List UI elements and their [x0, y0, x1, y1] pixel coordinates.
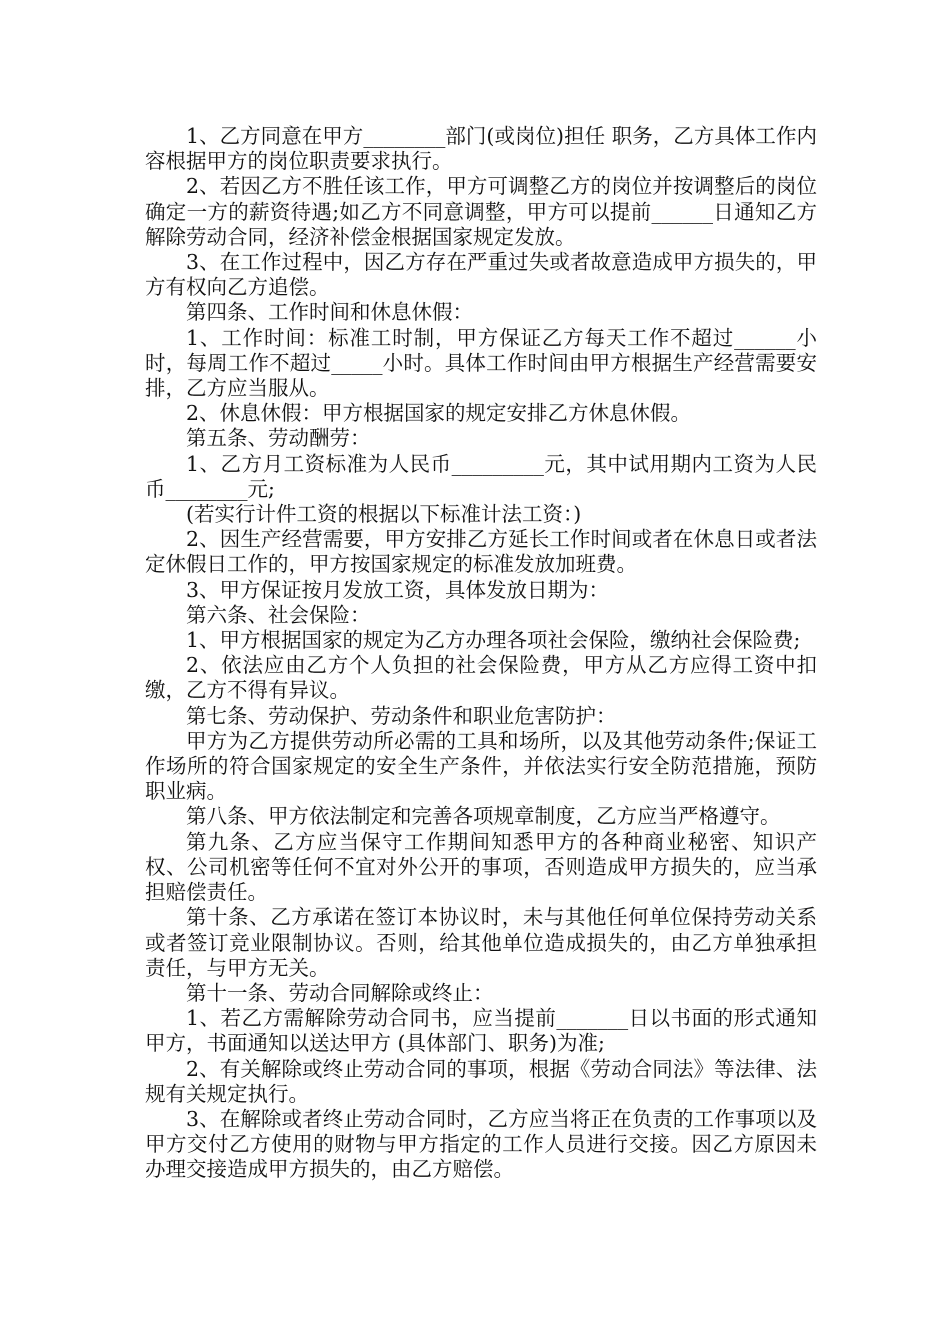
article-8: 第八条、甲方依法制定和完善各项规章制度，乙方应当严格遵守。	[186, 804, 781, 829]
paragraph-2: 2、若因乙方不胜任该工作，甲方可调整乙方的岗位并按调整后的岗位确定一方的薪资待遇;如乙方不同意调整，甲方可以提前______日通知乙方解除劳动合同，经济补偿金根据国家规定发放。	[145, 174, 817, 249]
paragraph-11-2: 2、有关解除或终止劳动合同的事项，根据《劳动合同法》等法律、法规有关规定执行。	[145, 1056, 817, 1106]
paragraph-5-2: 2、因生产经营需要，甲方安排乙方延长工作时间或者在休息日或者法定休假日工作的，甲方按国家规定的标准发放加班费。	[145, 527, 817, 577]
article-11-heading: 第十一条、劳动合同解除或终止：	[186, 980, 494, 1005]
paragraph-6-2: 2、依法应由乙方个人负担的社会保险费，甲方从乙方应得工资中扣缴，乙方不得有异议。	[145, 653, 817, 703]
paragraph-4-1: 1、工作时间：标准工时制，甲方保证乙方每天工作不超过______小时，每周工作不超过_____小时。具体工作时间由甲方根据生产经营需要安排，乙方应当服从。	[145, 325, 817, 401]
paragraph-3: 3、在工作过程中，因乙方存在严重过失或者故意造成甲方损失的，甲方有权向乙方追偿。	[145, 250, 817, 300]
paragraph-1: 1、乙方同意在甲方________部门(或岗位)担任 职务，乙方具体工作内容根据甲方的岗位职责要求执行。	[145, 124, 817, 174]
article-5-heading: 第五条、劳动酬劳：	[186, 426, 371, 451]
article-7-heading: 第七条、劳动保护、劳动条件和职业危害防护：	[186, 703, 617, 728]
paragraph-5-3: 3、甲方保证按月发放工资，具体发放日期为：	[186, 577, 610, 602]
article-6-heading: 第六条、社会保险：	[186, 602, 371, 627]
paragraph-5-1: 1、乙方月工资标准为人民币_________元，其中试用期内工资为人民币________元;	[145, 451, 817, 501]
paragraph-5-note: (若实行计件工资的根据以下标准计法工资：)	[186, 502, 582, 527]
article-9: 第九条、乙方应当保守工作期间知悉甲方的各种商业秘密、知识产权、公司机密等任何不宜对外公开的事项，否则造成甲方损失的，应当承担赔偿责任。	[145, 829, 817, 905]
article-10: 第十条、乙方承诺在签订本协议时，未与其他任何单位保持劳动关系或者签订竞业限制协议。否则，给其他单位造成损失的，由乙方单独承担责任，与甲方无关。	[145, 905, 817, 980]
paragraph-6-1: 1、甲方根据国家的规定为乙方办理各项社会保险，缴纳社会保险费;	[186, 628, 801, 653]
article-4-heading: 第四条、工作时间和休息休假：	[186, 300, 473, 325]
paragraph-11-1: 1、若乙方需解除劳动合同书，应当提前_______日以书面的形式通知甲方，书面通知以送达甲方 (具体部门、职务)为准;	[145, 1006, 817, 1056]
paragraph-11-3: 3、在解除或者终止劳动合同时，乙方应当将正在负责的工作事项以及甲方交付乙方使用的财物与甲方指定的工作人员进行交接。因乙方原因未办理交接造成甲方损失的，由乙方赔偿。	[145, 1106, 817, 1182]
paragraph-4-2: 2、休息休假：甲方根据国家的规定安排乙方休息休假。	[186, 401, 692, 426]
document-body	[145, 124, 817, 1183]
paragraph-7-body: 甲方为乙方提供劳动所必需的工具和场所，以及其他劳动条件;保证工作场所的符合国家规定的安全生产条件，并依法实行安全防范措施，预防职业病。	[145, 728, 817, 804]
